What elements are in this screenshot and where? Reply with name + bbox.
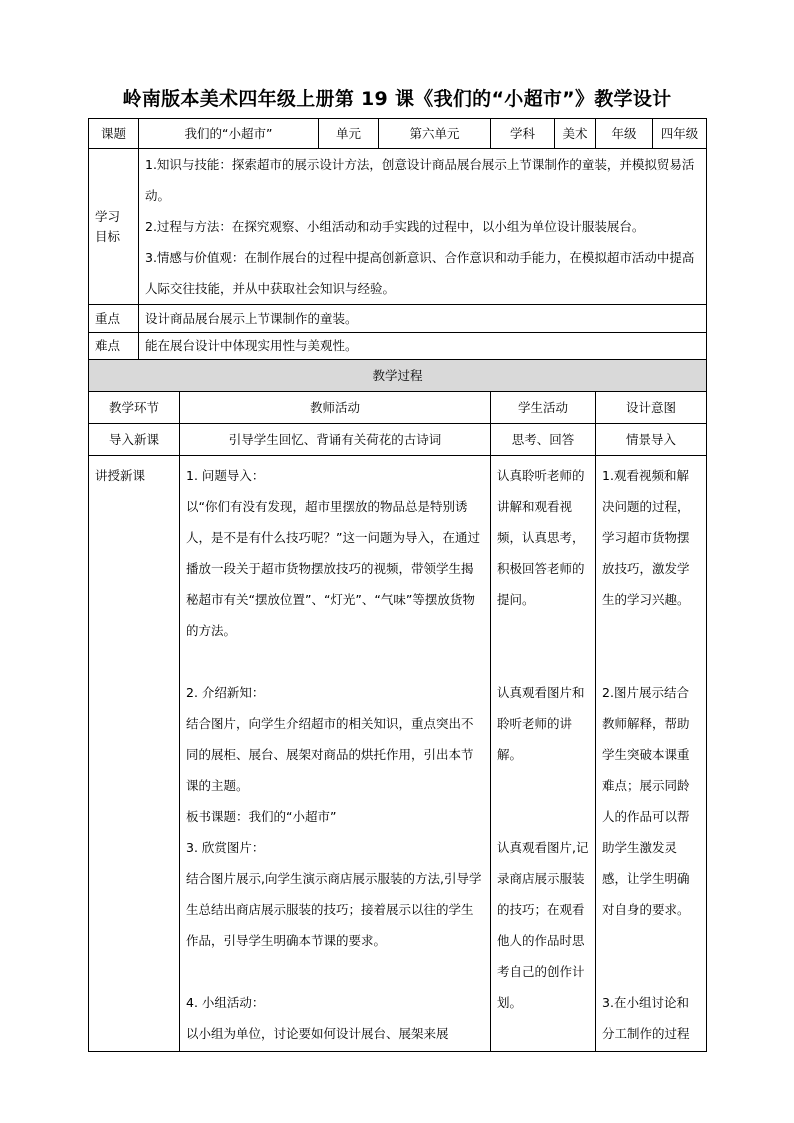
teacher-step-text: 板书课题：我们的“小超市”	[186, 809, 337, 824]
student-activity: 认真观看图片,记录商店展示服装的技巧；在观看他人的作品时思考自己的创作计划。	[497, 840, 589, 1010]
topic-label: 课题	[89, 119, 139, 149]
lesson-plan-table	[88, 118, 707, 1052]
student-activity: 认真观看图片和聆听老师的讲解。	[497, 685, 585, 762]
design-intent: 1.观看视频和解决问题的过程，学习超市货物摆放技巧，激发学生的学习兴趣。	[602, 468, 690, 607]
teacher-step-text: 以“你们有没有发现，超市里摆放的物品总是特别诱人，是不是有什么技巧呢？”这一问题为导入，在通过播放一段关于超市货物摆放技巧的视频，带领学生揭秘超市有关“摆放位置”、“灯光”、“气味”等摆放货物的方法。	[186, 499, 480, 638]
intro-student: 思考、回答	[491, 424, 596, 456]
difficulty-text: 能在展台设计中体现实用性与美观性。	[139, 333, 707, 360]
key-point-label: 重点	[89, 305, 139, 333]
teacher-step-heading: 2. 介绍新知：	[186, 685, 265, 700]
design-intent: 3.在小组讨论和分工制作的过程	[602, 995, 690, 1041]
intro-stage: 导入新课	[89, 424, 180, 456]
difficulty-row	[89, 333, 707, 360]
teacher-step-heading: 3. 欣赏图片：	[186, 840, 265, 855]
main-row	[89, 456, 707, 1052]
teacher-step-heading: 4. 小组活动：	[186, 995, 265, 1010]
topic-value: 我们的“小超市”	[139, 119, 319, 149]
design-intent: 2.图片展示结合教师解释，帮助学生突破本课重难点；展示同龄人的作品可以帮助学生激发灵感，让学生明确对自身的要求。	[602, 685, 690, 917]
col-header-student: 学生活动	[491, 392, 596, 424]
process-header-row	[89, 392, 707, 424]
goals-content	[139, 149, 707, 305]
goals-label	[89, 149, 139, 305]
goals-label-line1: 学习	[95, 208, 121, 224]
process-section-row	[89, 360, 707, 392]
main-intent	[596, 456, 707, 1052]
goals-row	[89, 149, 707, 305]
unit-label: 单元	[319, 119, 379, 149]
process-section-title: 教学过程	[89, 360, 707, 392]
goals-label-line2: 目标	[95, 228, 121, 244]
teacher-step-text: 结合图片，向学生介绍超市的相关知识，重点突出不同的展柜、展台、展架对商品的烘托作用，引出本节课的主题。	[186, 716, 474, 793]
main-student	[491, 456, 596, 1052]
goal-item: 2.过程与方法：在探究观察、小组活动和动手实践的过程中，以小组为单位设计服装展台。	[145, 219, 645, 234]
col-header-intent: 设计意图	[596, 392, 707, 424]
goal-item: 3.情感与价值观：在制作展台的过程中提高创新意识、合作意识和动手能力，在模拟超市活动中提高人际交往技能，并从中获取社会知识与经验。	[145, 250, 695, 296]
teacher-step-text: 以小组为单位，讨论要如何设计展台、展架来展	[186, 1026, 449, 1041]
spacer	[497, 615, 589, 677]
main-stage: 讲授新课	[89, 456, 180, 1052]
intro-intent: 情景导入	[596, 424, 707, 456]
spacer	[602, 925, 700, 987]
key-point-row	[89, 305, 707, 333]
grade-label: 年级	[596, 119, 653, 149]
main-teacher	[180, 456, 491, 1052]
teacher-step-text: 结合图片展示,向学生演示商店展示服装的方法,引导学生总结出商店展示服装的技巧；接着展示以往的学生作品，引导学生明确本节课的要求。	[186, 871, 482, 948]
col-header-teacher: 教师活动	[180, 392, 491, 424]
spacer	[602, 615, 700, 677]
header-row	[89, 119, 707, 149]
spacer	[186, 956, 484, 987]
document-title: 岭南版本美术四年级上册第 19 课《我们的“小超市”》教学设计	[122, 88, 672, 110]
key-point-text: 设计商品展台展示上节课制作的童装。	[139, 305, 707, 333]
unit-value: 第六单元	[379, 119, 491, 149]
col-header-stage: 教学环节	[89, 392, 180, 424]
goal-item: 1.知识与技能：探索超市的展示设计方法，创意设计商品展台展示上节课制作的童装，并模拟贸易活动。	[145, 157, 695, 203]
intro-row	[89, 424, 707, 456]
intro-teacher: 引导学生回忆、背诵有关荷花的古诗词	[180, 424, 491, 456]
subject-value: 美术	[555, 119, 596, 149]
difficulty-label: 难点	[89, 333, 139, 360]
subject-label: 学科	[491, 119, 555, 149]
teacher-step-heading: 1. 问题导入：	[186, 468, 265, 483]
spacer	[186, 646, 484, 677]
grade-value: 四年级	[653, 119, 707, 149]
student-activity: 认真聆听老师的讲解和观看视频，认真思考，积极回答老师的提问。	[497, 468, 585, 607]
spacer	[497, 770, 589, 832]
